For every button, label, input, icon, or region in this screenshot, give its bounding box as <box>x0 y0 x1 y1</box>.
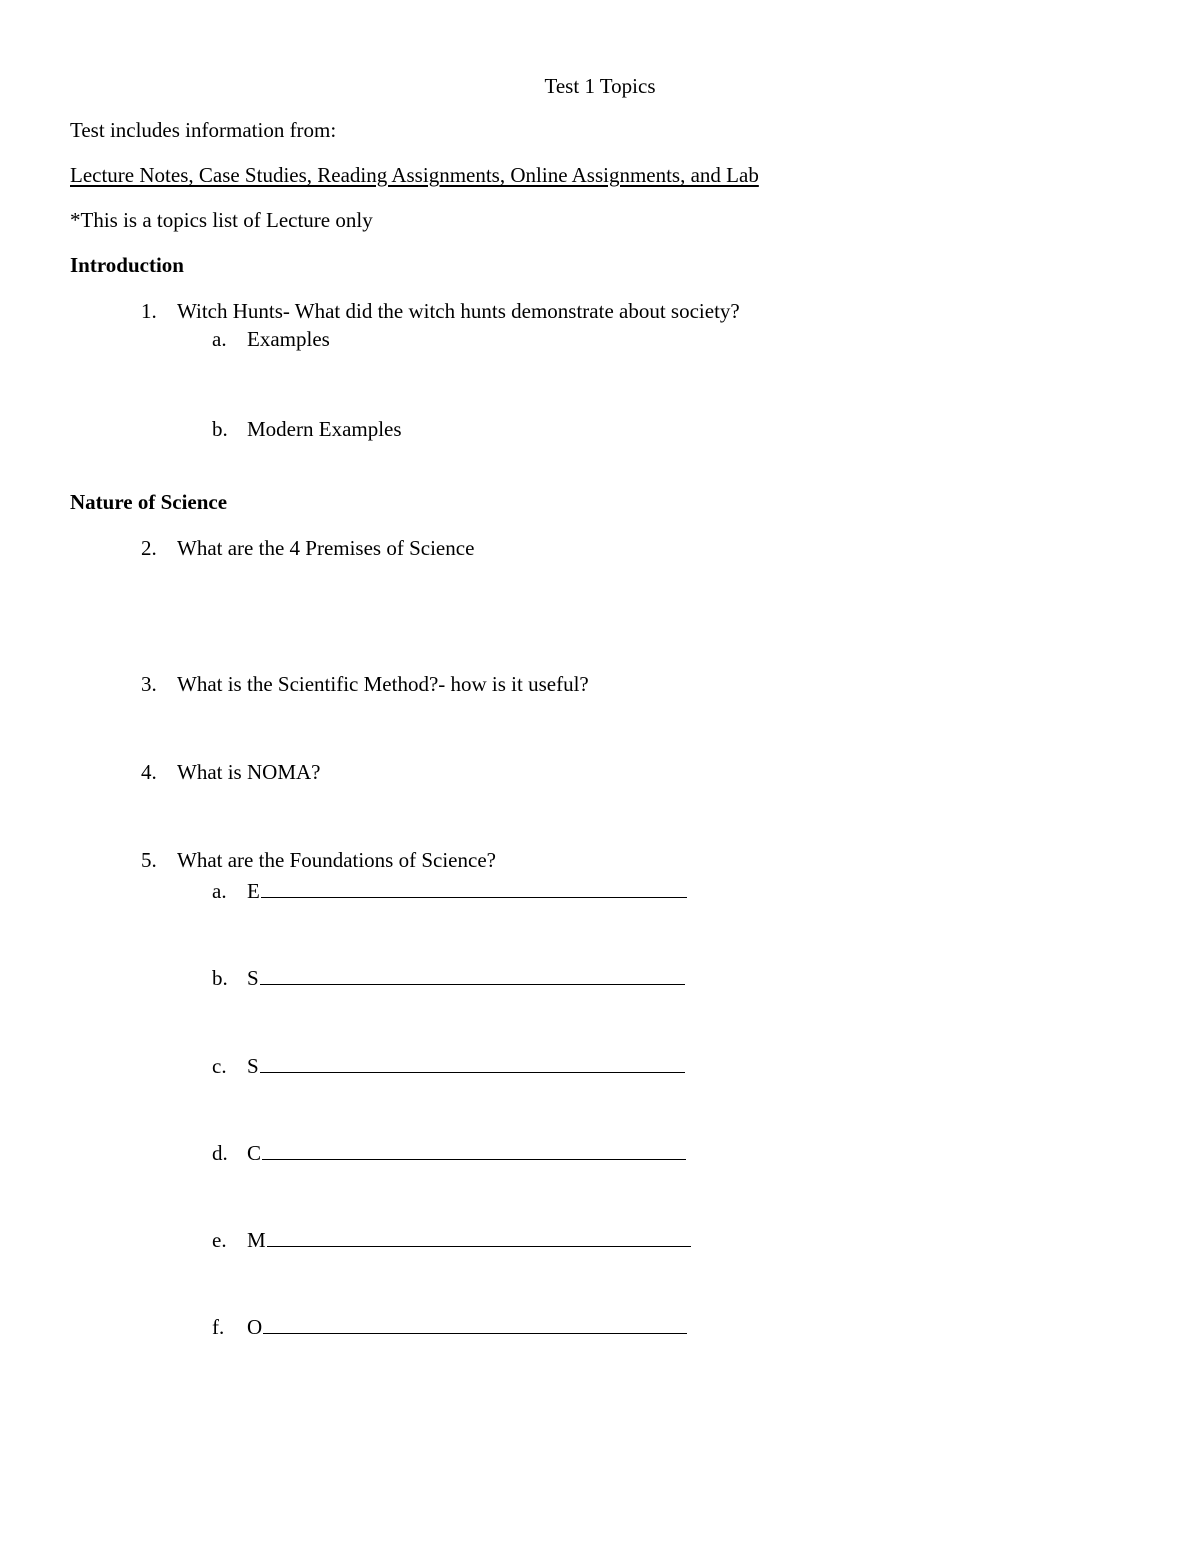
fill-in-blank-line[interactable] <box>267 1226 691 1247</box>
fill-in-blank-line[interactable] <box>262 1139 686 1160</box>
blank-item-letter: C <box>247 1141 262 1165</box>
fill-in-blank-line[interactable] <box>261 877 687 898</box>
blank-item-letter: S <box>247 966 259 990</box>
blank-item-marker: b. <box>212 966 228 990</box>
blank-item-marker: e. <box>212 1228 227 1252</box>
blank-item-marker: d. <box>212 1141 228 1165</box>
blank-item-letter: S <box>247 1054 259 1078</box>
sub-item-text: Modern Examples <box>247 417 402 441</box>
blank-item-content <box>247 1313 687 1341</box>
sources-line: Lecture Notes, Case Studies, Reading Assignments, Online Assignments, and Lab <box>70 163 759 187</box>
question-text: What is NOMA? <box>177 760 321 784</box>
sub-item-marker: b. <box>212 417 228 441</box>
question-number: 5. <box>141 848 157 872</box>
blank-item-letter: M <box>247 1228 266 1252</box>
question-number: 2. <box>141 536 157 560</box>
blank-item-letter: E <box>247 879 260 903</box>
note-line: *This is a topics list of Lecture only <box>70 208 373 232</box>
question-number: 3. <box>141 672 157 696</box>
question-number: 1. <box>141 299 157 323</box>
intro-line: Test includes information from: <box>70 118 337 142</box>
question-number: 4. <box>141 760 157 784</box>
fill-in-blank-line[interactable] <box>263 1313 687 1334</box>
blank-item-marker: a. <box>212 879 227 903</box>
blank-item-content <box>247 1226 691 1254</box>
question-text: What is the Scientific Method?- how is it useful? <box>177 672 589 696</box>
question-text: What are the Foundations of Science? <box>177 848 496 872</box>
blank-item-content <box>247 964 685 992</box>
fill-in-blank-line[interactable] <box>260 964 685 985</box>
section-heading-nature-of-science: Nature of Science <box>70 490 228 514</box>
section-heading-introduction: Introduction <box>70 253 184 277</box>
blank-item-marker: f. <box>212 1315 225 1339</box>
sub-item-text: Examples <box>247 327 330 351</box>
blank-item-content <box>247 877 687 905</box>
question-text: Witch Hunts- What did the witch hunts demonstrate about society? <box>177 299 740 323</box>
blank-item-letter: O <box>247 1315 263 1339</box>
question-text: What are the 4 Premises of Science <box>177 536 475 560</box>
fill-in-blank-line[interactable] <box>260 1052 685 1073</box>
page-title: Test 1 Topics <box>544 74 656 98</box>
blank-item-content <box>247 1139 686 1167</box>
sub-item-marker: a. <box>212 327 227 351</box>
blank-item-marker: c. <box>212 1054 227 1078</box>
blank-item-content <box>247 1052 685 1080</box>
